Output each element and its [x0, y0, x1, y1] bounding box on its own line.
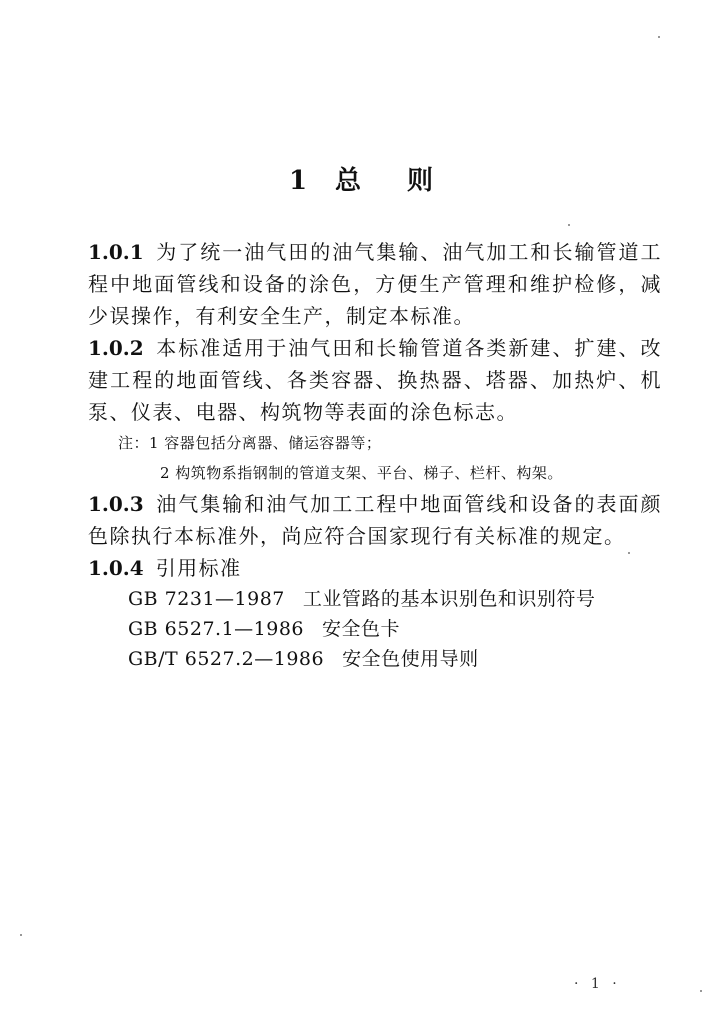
- clause-text: 为了统一油气田的油气集输、油气加工和长输管道工程中地面管线和设备的涂色，方便生产管理和维护检修，减少误操作，有利安全生产，制定本标准。: [88, 240, 662, 328]
- page-number: · 1 ·: [574, 976, 621, 992]
- chapter-number: 1: [288, 166, 310, 196]
- clause-1-0-1: [88, 236, 662, 332]
- scan-speck: [700, 990, 702, 992]
- chapter-heading: [0, 160, 724, 197]
- note-2: 2 构筑物系指钢制的管道支架、平台、梯子、栏杆、构架。: [160, 464, 563, 482]
- clause-1-0-2: [88, 332, 662, 428]
- reference-code: GB/T 6527.2—1986: [128, 648, 325, 670]
- clause-number: 1.0.4: [88, 556, 144, 580]
- clause-number: 1.0.1: [88, 240, 144, 264]
- clause-text: 引用标准: [155, 556, 242, 580]
- reference-title: 安全色使用导则: [342, 648, 479, 670]
- scan-speck: [20, 934, 22, 936]
- clause-text: 本标准适用于油气田和长输管道各类新建、扩建、改建工程的地面管线、各类容器、换热器、塔器、加热炉、机泵、仪表、电器、构筑物等表面的涂色标志。: [88, 336, 662, 424]
- reference-code: GB 6527.1—1986: [128, 618, 305, 640]
- clause-1-0-3: [88, 488, 662, 552]
- scan-speck: [568, 224, 570, 226]
- reference-item: [88, 644, 662, 674]
- clause-number: 1.0.2: [88, 336, 144, 360]
- chapter-body: [88, 236, 662, 674]
- note-1: 注：1 容器包括分离器、储运容器等；: [118, 434, 382, 452]
- reference-title: 安全色卡: [322, 618, 401, 640]
- clause-1-0-4: [88, 552, 662, 584]
- chapter-title-part1: 总: [335, 166, 364, 196]
- reference-title: 工业管路的基本识别色和识别符号: [302, 588, 596, 610]
- reference-item: [88, 584, 662, 614]
- reference-item: [88, 614, 662, 644]
- scan-speck: [628, 552, 630, 554]
- clause-number: 1.0.3: [88, 492, 144, 516]
- scan-speck: [658, 36, 660, 38]
- clause-text: 油气集输和油气加工工程中地面管线和设备的表面颜色除执行本标准外，尚应符合国家现行有关标准的规定。: [88, 492, 662, 548]
- reference-code: GB 7231—1987: [128, 588, 285, 610]
- chapter-title-part2: 则: [407, 166, 436, 196]
